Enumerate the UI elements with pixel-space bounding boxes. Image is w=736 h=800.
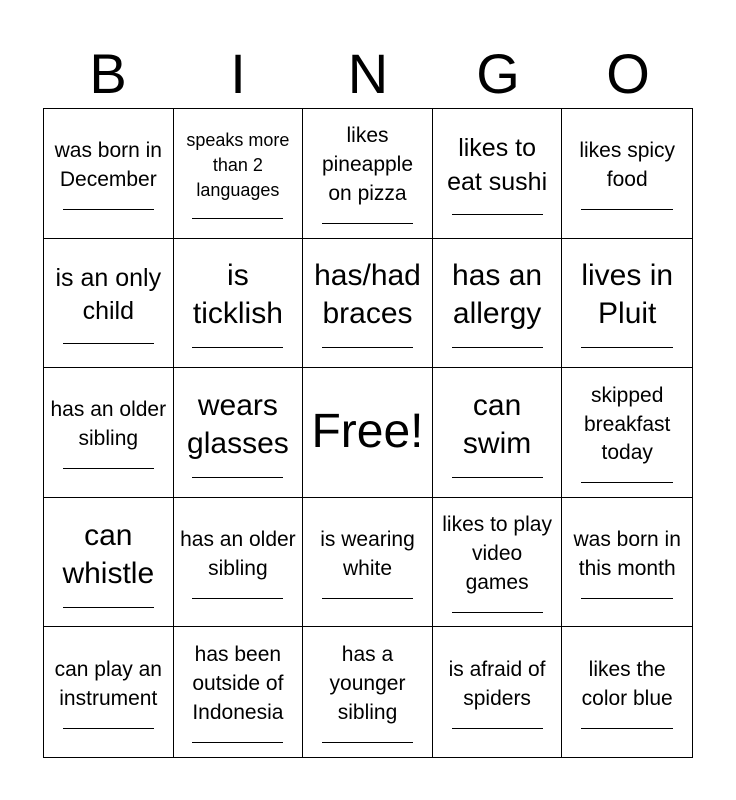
cell-text: can whistle [62, 518, 155, 590]
bingo-cell [433, 627, 563, 757]
signature-line [452, 347, 543, 348]
cell-text: can swim [462, 388, 532, 460]
signature-line [63, 468, 154, 469]
bingo-cell [562, 109, 692, 239]
bingo-title [43, 40, 693, 108]
cell-text: lives in Pluit [581, 259, 674, 331]
signature-line [581, 209, 673, 210]
signature-line [452, 214, 543, 215]
signature-line [452, 477, 543, 478]
signature-line [63, 728, 154, 729]
bingo-cell [44, 368, 174, 498]
cell-text: likes the color blue [581, 657, 673, 710]
bingo-cell [174, 368, 304, 498]
signature-line [63, 343, 154, 344]
bingo-cell [562, 498, 692, 628]
bingo-cell [303, 627, 433, 757]
signature-line [322, 347, 413, 348]
bingo-board [43, 108, 693, 758]
cell-text: likes spicy food [579, 138, 676, 191]
signature-line [581, 482, 673, 483]
cell-text: likes to play video games [442, 513, 552, 595]
cell-text: has an allergy [452, 259, 543, 331]
signature-line [452, 728, 543, 729]
signature-line [322, 223, 413, 224]
bingo-cell [44, 498, 174, 628]
bingo-cell [303, 109, 433, 239]
title-letter-n: N [347, 42, 389, 105]
bingo-cell [562, 368, 692, 498]
signature-line [192, 742, 283, 743]
cell-text: is an only child [55, 263, 162, 326]
bingo-cell [433, 109, 563, 239]
bingo-cell [44, 109, 174, 239]
bingo-cell [44, 627, 174, 757]
cell-text: has been outside of Indonesia [192, 643, 284, 725]
bingo-cell [433, 498, 563, 628]
cell-text: wears glasses [187, 388, 289, 460]
cell-text: likes to eat sushi [447, 134, 548, 196]
cell-text: has a younger sibling [329, 643, 406, 725]
title-letter-g: G [476, 42, 520, 105]
cell-text: is afraid of spiders [448, 657, 546, 710]
signature-line [322, 742, 413, 743]
bingo-cell [303, 239, 433, 369]
cell-text: has/had braces [314, 259, 421, 331]
title-letter-b: B [89, 42, 127, 105]
bingo-cell [433, 239, 563, 369]
bingo-cell [44, 239, 174, 369]
cell-text: can play an instrument [54, 657, 162, 710]
cell-text: is wearing white [320, 527, 415, 580]
signature-line [192, 347, 283, 348]
signature-line [452, 612, 543, 613]
cell-text: was born in this month [573, 527, 681, 580]
bingo-cell [562, 627, 692, 757]
cell-text: was born in December [54, 138, 162, 191]
cell-text: skipped breakfast today [584, 383, 671, 465]
bingo-cell [174, 627, 304, 757]
signature-line [581, 598, 673, 599]
signature-line [63, 209, 154, 210]
signature-line [581, 347, 673, 348]
title-letter-o: O [606, 42, 650, 105]
title-letter-i: I [230, 42, 246, 105]
bingo-cell [174, 498, 304, 628]
signature-line [581, 728, 673, 729]
bingo-cell [562, 239, 692, 369]
cell-text: likes pineapple on pizza [321, 124, 414, 206]
bingo-cell [174, 239, 304, 369]
bingo-cell [433, 368, 563, 498]
bingo-cell [303, 498, 433, 628]
signature-line [192, 218, 283, 219]
signature-line [63, 607, 154, 608]
signature-line [192, 598, 283, 599]
cell-text: speaks more than 2 languages [186, 130, 290, 201]
free-space-cell [303, 368, 433, 498]
signature-line [322, 598, 413, 599]
bingo-cell [174, 109, 304, 239]
cell-text: is ticklish [192, 259, 283, 331]
signature-line [192, 477, 283, 478]
free-space-label: Free! [311, 405, 424, 459]
cell-text: has an older sibling [180, 527, 296, 580]
cell-text: has an older sibling [50, 398, 167, 450]
